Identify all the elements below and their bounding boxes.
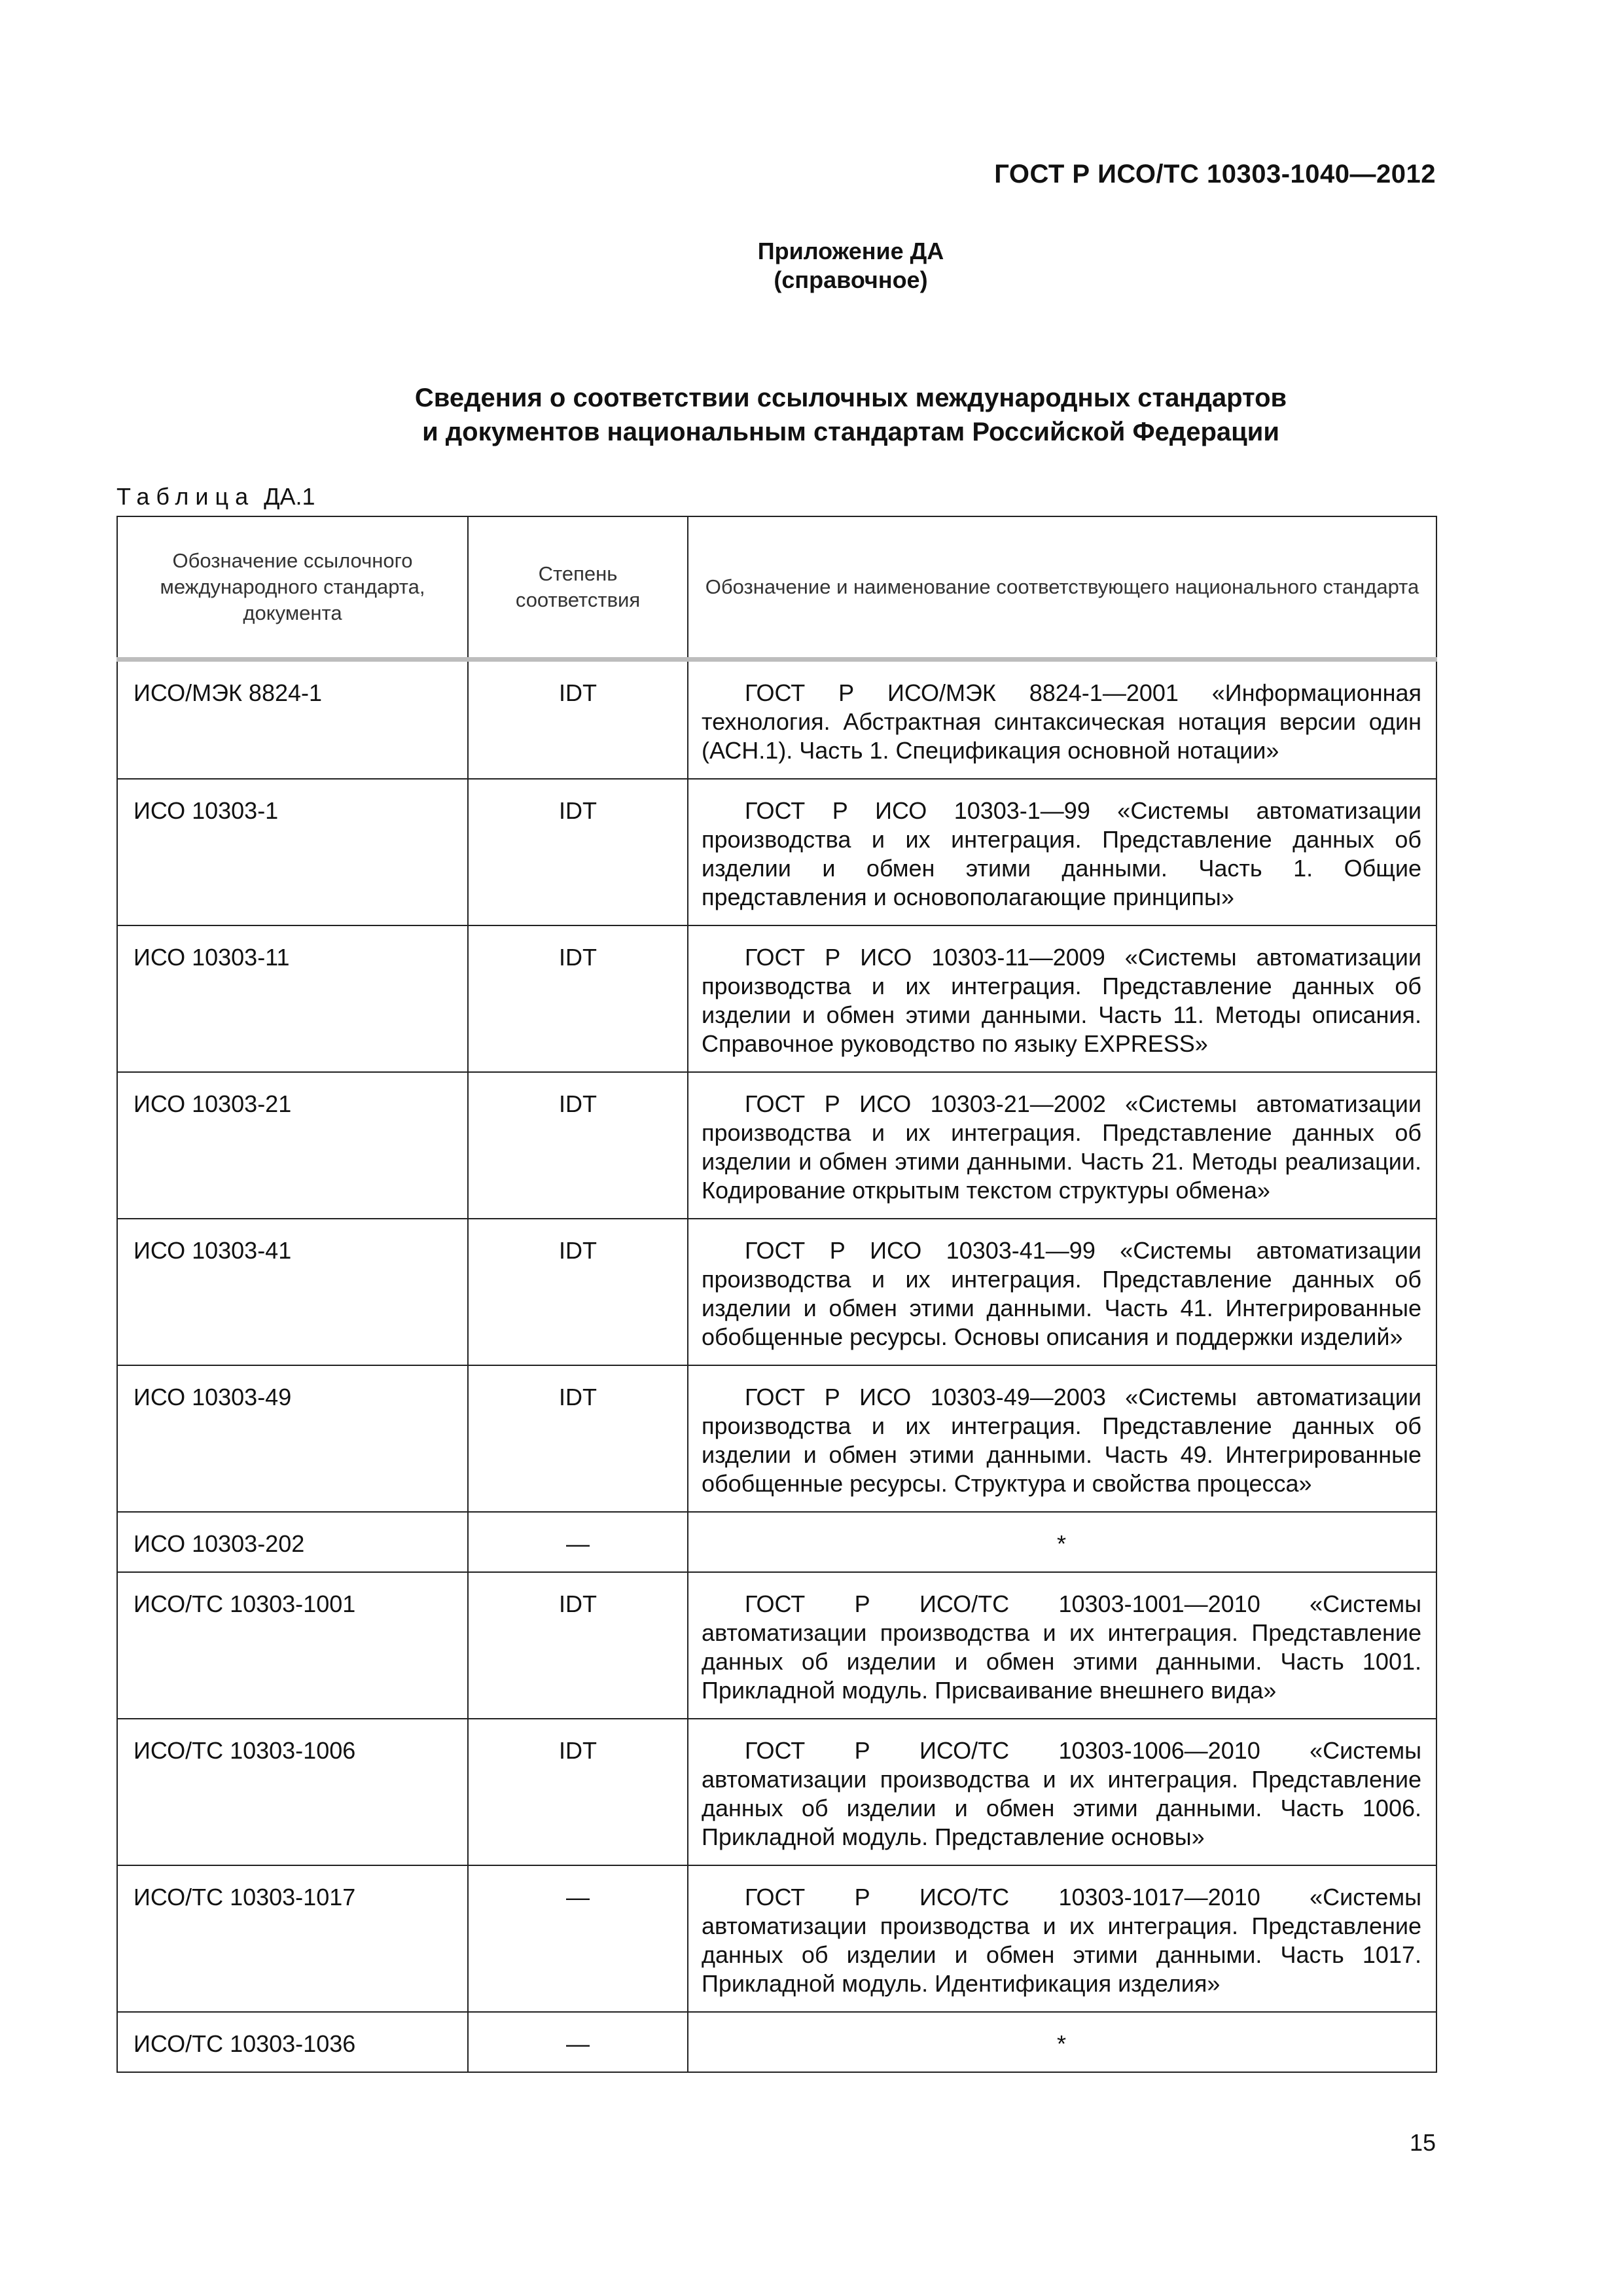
reference-cell: ИСО/ТС 10303-1001 <box>117 1572 468 1719</box>
reference-cell: ИСО 10303-41 <box>117 1219 468 1365</box>
table-row <box>117 2012 1436 2072</box>
table-row <box>117 1572 1436 1719</box>
table-row <box>117 925 1436 1072</box>
reference-cell: ИСО 10303-49 <box>117 1365 468 1512</box>
reference-cell: ИСО 10303-1 <box>117 779 468 925</box>
annex-title: Приложение ДА <box>757 238 944 264</box>
degree-cell: IDT <box>468 1219 688 1365</box>
section-title-line-2: и документов национальным стандартам Российской Федерации <box>422 418 1279 446</box>
national-standard-cell: ГОСТ Р ИСО/ТС 10303-1001—2010 «Системы автоматизации производства и их интеграция. Представление данных об изделии и обмен этими данными. Часть 1001. Прикладной модуль. Присваивание внешнего вида» <box>688 1572 1436 1719</box>
degree-cell: IDT <box>468 1572 688 1719</box>
correspondence-table <box>116 516 1437 2073</box>
table-row <box>117 660 1436 780</box>
national-standard-cell: ГОСТ Р ИСО 10303-1—99 «Системы автоматизации производства и их интеграция. Представление данных об изделии и обмен этими данными. Часть 1. Общие представления и основополагающие принципы» <box>688 779 1436 925</box>
degree-cell: IDT <box>468 660 688 780</box>
reference-cell: ИСО 10303-202 <box>117 1512 468 1572</box>
national-standard-cell: ГОСТ Р ИСО 10303-21—2002 «Системы автоматизации производства и их интеграция. Представление данных об изделии и обмен этими данными. Часть 21. Методы реализации. Кодирование открытым текстом структуры обмена» <box>688 1072 1436 1219</box>
annex-heading <box>0 237 1623 295</box>
degree-cell: — <box>468 1512 688 1572</box>
reference-cell: ИСО 10303-11 <box>117 925 468 1072</box>
national-standard-cell: ГОСТ Р ИСО 10303-11—2009 «Системы автоматизации производства и их интеграция. Представление данных об изделии и обмен этими данными. Часть 11. Методы описания. Справочное руководство по языку EXPRESS» <box>688 925 1436 1072</box>
table-caption-id: ДА.1 <box>264 483 315 510</box>
reference-cell: ИСО/МЭК 8824-1 <box>117 660 468 780</box>
national-standard-cell: ГОСТ Р ИСО/МЭК 8824-1—2001 «Информационная технология. Абстрактная синтаксическая нотация версии один (АСН.1). Часть 1. Спецификация основной нотации» <box>688 660 1436 780</box>
reference-cell: ИСО 10303-21 <box>117 1072 468 1219</box>
national-standard-cell: ГОСТ Р ИСО 10303-49—2003 «Системы автоматизации производства и их интеграция. Представление данных об изделии и обмен этими данными. Часть 49. Интегрированные обобщенные ресурсы. Структура и свойства процесса» <box>688 1365 1436 1512</box>
column-header-reference: Обозначение ссылочного международного стандарта, документа <box>117 516 468 660</box>
degree-cell: — <box>468 1865 688 2012</box>
reference-cell: ИСО/ТС 10303-1006 <box>117 1719 468 1865</box>
section-title <box>0 381 1623 449</box>
degree-cell: IDT <box>468 1719 688 1865</box>
degree-cell: IDT <box>468 1072 688 1219</box>
table-caption <box>116 483 315 511</box>
national-standard-cell: * <box>688 1512 1436 1572</box>
national-standard-cell: * <box>688 2012 1436 2072</box>
table-header-row <box>117 516 1436 660</box>
reference-cell: ИСО/ТС 10303-1036 <box>117 2012 468 2072</box>
degree-cell: IDT <box>468 779 688 925</box>
section-title-line-1: Сведения о соответствии ссылочных международных стандартов <box>414 384 1287 412</box>
degree-cell: — <box>468 2012 688 2072</box>
document-code: ГОСТ Р ИСО/ТС 10303-1040—2012 <box>994 160 1436 188</box>
annex-type: (справочное) <box>774 266 928 293</box>
column-header-degree: Степень соответствия <box>468 516 688 660</box>
degree-cell: IDT <box>468 925 688 1072</box>
page-number: 15 <box>1409 2129 1436 2156</box>
table-row <box>117 779 1436 925</box>
table-row <box>117 1365 1436 1512</box>
table-row <box>117 1219 1436 1365</box>
table-row <box>117 1512 1436 1572</box>
table-row <box>117 1865 1436 2012</box>
national-standard-cell: ГОСТ Р ИСО/ТС 10303-1017—2010 «Системы автоматизации производства и их интеграция. Представление данных об изделии и обмен этими данными. Часть 1017. Прикладной модуль. Идентификация изделия» <box>688 1865 1436 2012</box>
national-standard-cell: ГОСТ Р ИСО/ТС 10303-1006—2010 «Системы автоматизации производства и их интеграция. Представление данных об изделии и обмен этими данными. Часть 1006. Прикладной модуль. Представление основы» <box>688 1719 1436 1865</box>
table-row <box>117 1719 1436 1865</box>
reference-cell: ИСО/ТС 10303-1017 <box>117 1865 468 2012</box>
degree-cell: IDT <box>468 1365 688 1512</box>
national-standard-cell: ГОСТ Р ИСО 10303-41—99 «Системы автоматизации производства и их интеграция. Представление данных об изделии и обмен этими данными. Часть 41. Интегрированные обобщенные ресурсы. Основы описания и поддержки изделий» <box>688 1219 1436 1365</box>
column-header-national: Обозначение и наименование соответствующего национального стандарта <box>688 516 1436 660</box>
table-row <box>117 1072 1436 1219</box>
table-caption-word: Таблица <box>116 483 255 510</box>
